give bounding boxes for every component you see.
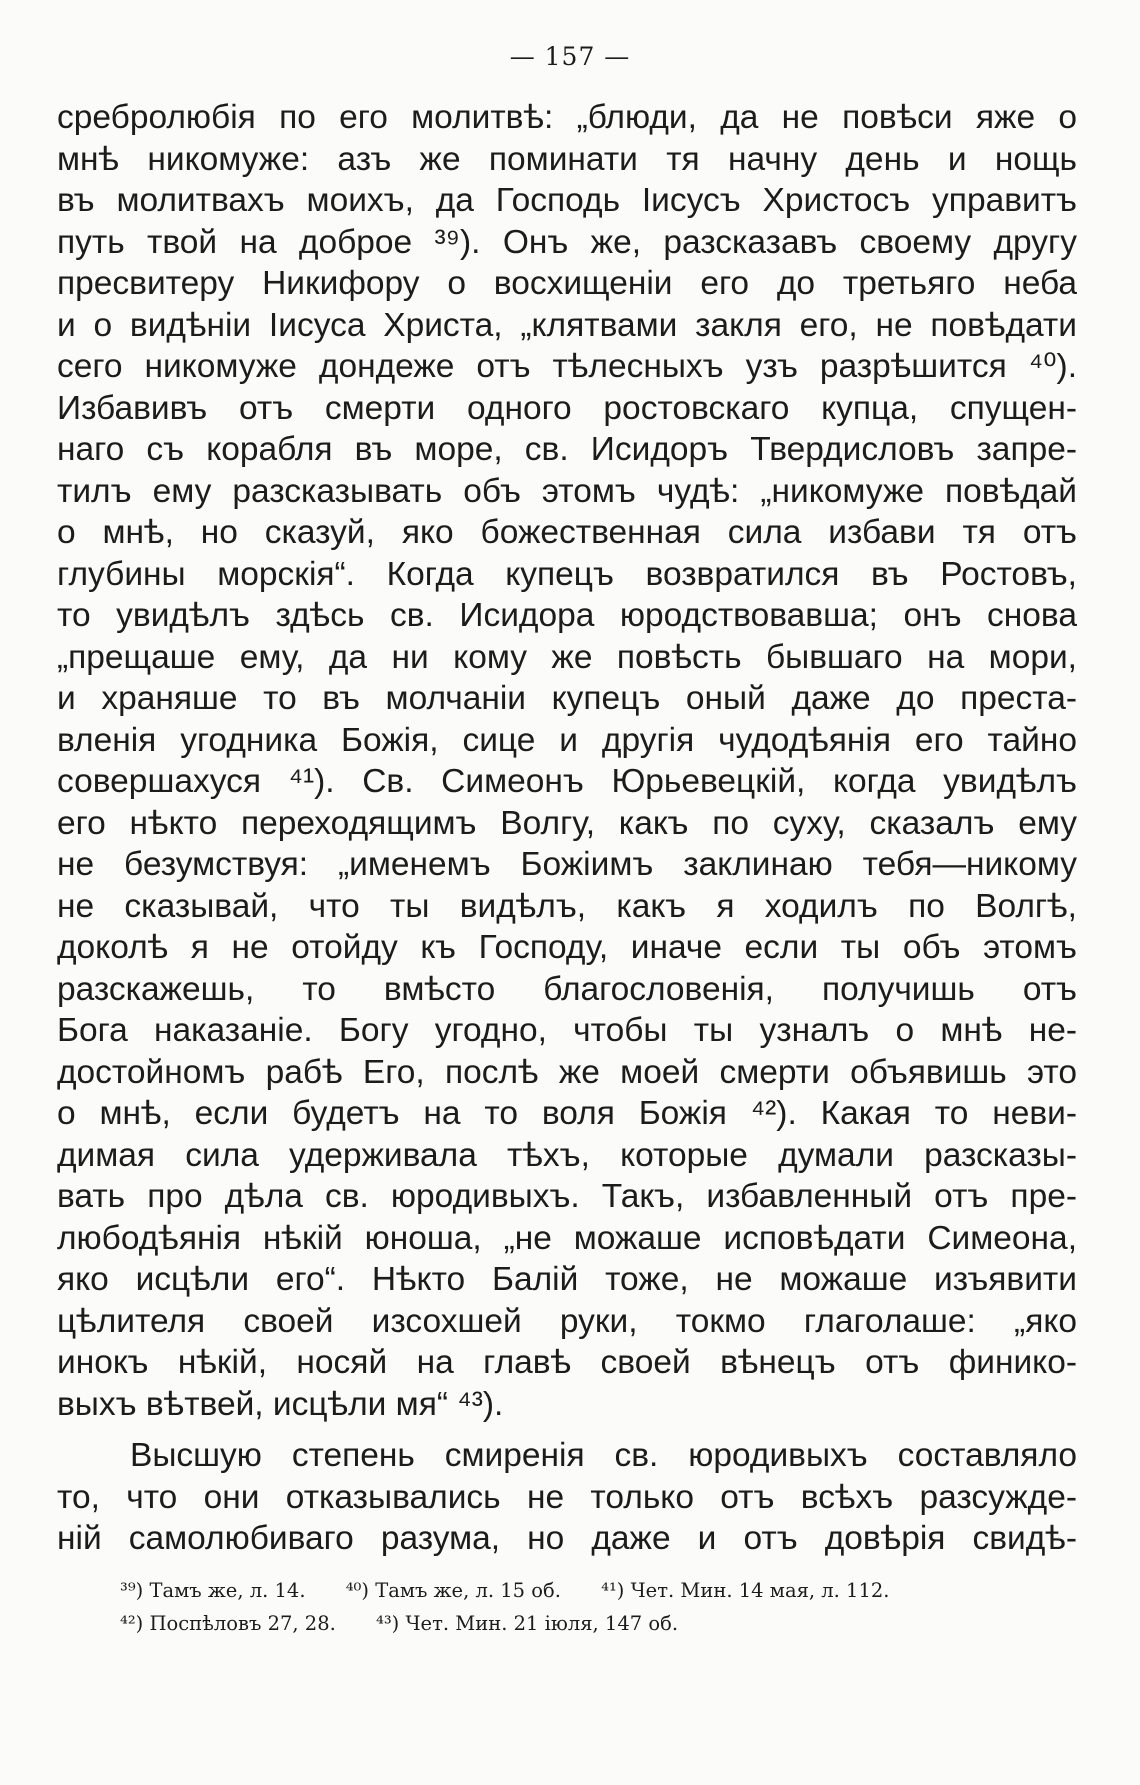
text-line: глубины морскія“. Когда купецъ возвратился въ Ростовъ, (57, 555, 1077, 593)
footnotes (120, 1574, 1020, 1640)
paragraph-2 (57, 1435, 1077, 1560)
text-line: тилъ ему разсказывать объ этомъ чудѣ: „никомуже повѣдай (57, 472, 1077, 510)
text-line: вленія угодника Божія, сице и другія чудодѣянія его тайно (57, 721, 1077, 759)
footnote-40 (346, 1579, 561, 1602)
text-line: Высшую степень смиренія св. юродивыхъ составляло (130, 1437, 1077, 1474)
page-number: — 157 — (509, 42, 631, 71)
footnote-41 (601, 1579, 889, 1602)
text-line: наго съ корабля въ море, св. Исидоръ Твердисловъ запре- (57, 431, 1077, 468)
text-line: цѣлителя своей изсохшей руки, токмо глаголаше: „яко (57, 1302, 1077, 1340)
footnote-row (120, 1574, 1020, 1607)
footnote-text: Тамъ же, л. 15 об. (375, 1579, 561, 1602)
footnote-text: Чет. Мин. 14 мая, л. 112. (630, 1579, 890, 1602)
footnote-text: Чет. Мин. 21 іюля, 147 об. (405, 1612, 679, 1635)
text-line: его нѣкто переходящимъ Волгу, какъ по суху, сказалъ ему (57, 804, 1077, 842)
text-line: совершахуся ⁴¹). Св. Симеонъ Юрьевецкій, когда увидѣлъ (57, 763, 1077, 800)
text-line: въ молитвахъ моихъ, да Господь Іисусъ Христосъ управитъ (57, 182, 1077, 219)
text-line: ній самолюбиваго разума, но даже и отъ довѣрія свидѣ- (57, 1520, 1077, 1557)
footnote-43 (376, 1612, 678, 1635)
footnote-text: Поспѣловъ 27, 28. (149, 1612, 336, 1635)
text-line: мнѣ никомуже: азъ же поминати тя начну день и нощь (57, 140, 1077, 178)
text-line: вать про дѣла св. юродивыхъ. Такъ, избавленный отъ пре- (57, 1178, 1077, 1215)
paragraph-1 (57, 97, 1077, 1425)
text-line: сребролюбія по его молитвѣ: „блюди, да не повѣси яже о (57, 99, 1077, 136)
footnote-mark: ⁴⁰) (345, 1579, 369, 1602)
text-line: доколѣ я не отойду къ Господу, иначе если ты объ этомъ (57, 929, 1077, 966)
text-line: о мнѣ, но сказуй, яко божественная сила избави тя отъ (57, 514, 1077, 551)
footnote-text: Тамъ же, л. 14. (149, 1579, 306, 1602)
text-line: выхъ вѣтвей, исцѣли мя“ ⁴³). (57, 1385, 504, 1423)
text-line: то, что они отказывались не только отъ всѣхъ разсужде- (57, 1478, 1077, 1516)
text-line: и храняше то въ молчаніи купецъ оный даже до преста- (57, 680, 1077, 717)
text-line: любодѣянія нѣкій юноша, „не можаше исповѣдати Симеона, (57, 1219, 1077, 1257)
text-line: разскажешь, то вмѣсто благословенія, получишь отъ (57, 970, 1077, 1008)
text-line: и о видѣніи Іисуса Христа, „клятвами закля его, не повѣдати (57, 306, 1077, 344)
text-line: не сказывай, что ты видѣлъ, какъ я ходилъ по Волгѣ, (57, 887, 1077, 925)
footnote-row (120, 1607, 1020, 1640)
text-line: достойномъ рабѣ Его, послѣ же моей смерти объявишь это (57, 1053, 1077, 1091)
footnote-mark: ⁴¹) (601, 1579, 625, 1602)
text-line: димая сила удерживала тѣхъ, которые думали разсказы- (57, 1136, 1077, 1174)
text-line: яко исцѣли его“. Нѣкто Балій тоже, не можаше изъявити (57, 1261, 1077, 1298)
text-line: путь твой на доброе ³⁹). Онъ же, разсказавъ своему другу (57, 223, 1077, 261)
footnote-39 (120, 1579, 306, 1602)
text-line: пресвитеру Никифору о восхищеніи его до третьяго неба (57, 265, 1077, 302)
footnote-42 (120, 1612, 336, 1635)
text-line: Бога наказаніе. Богу угодно, чтобы ты узналъ о мнѣ не- (57, 1012, 1077, 1049)
paragraph-gap (57, 1425, 1077, 1435)
text-line: Избавивъ отъ смерти одного ростовскаго купца, спущен- (57, 389, 1077, 427)
footnote-mark: ³⁹) (120, 1579, 144, 1602)
text-line: то увидѣлъ здѣсь св. Исидора юродствовавша; онъ снова (57, 597, 1077, 634)
text-line: „прещаше ему, да ни кому же повѣсть бывшаго на мори, (57, 638, 1077, 676)
footnote-mark: ⁴³) (376, 1612, 400, 1635)
text-line: сего никомуже дондеже отъ тѣлесныхъ узъ разрѣшится ⁴⁰). (57, 348, 1077, 385)
text-line: инокъ нѣкій, носяй на главѣ своей вѣнецъ отъ финико- (57, 1344, 1077, 1381)
body-text (57, 97, 1077, 1560)
footnote-mark: ⁴²) (120, 1612, 144, 1635)
text-line: о мнѣ, если будетъ на то воля Божія ⁴²). Какая то неви- (57, 1095, 1077, 1132)
text-line: не безумствуя: „именемъ Божіимъ заклинаю тебя—никому (57, 846, 1077, 883)
